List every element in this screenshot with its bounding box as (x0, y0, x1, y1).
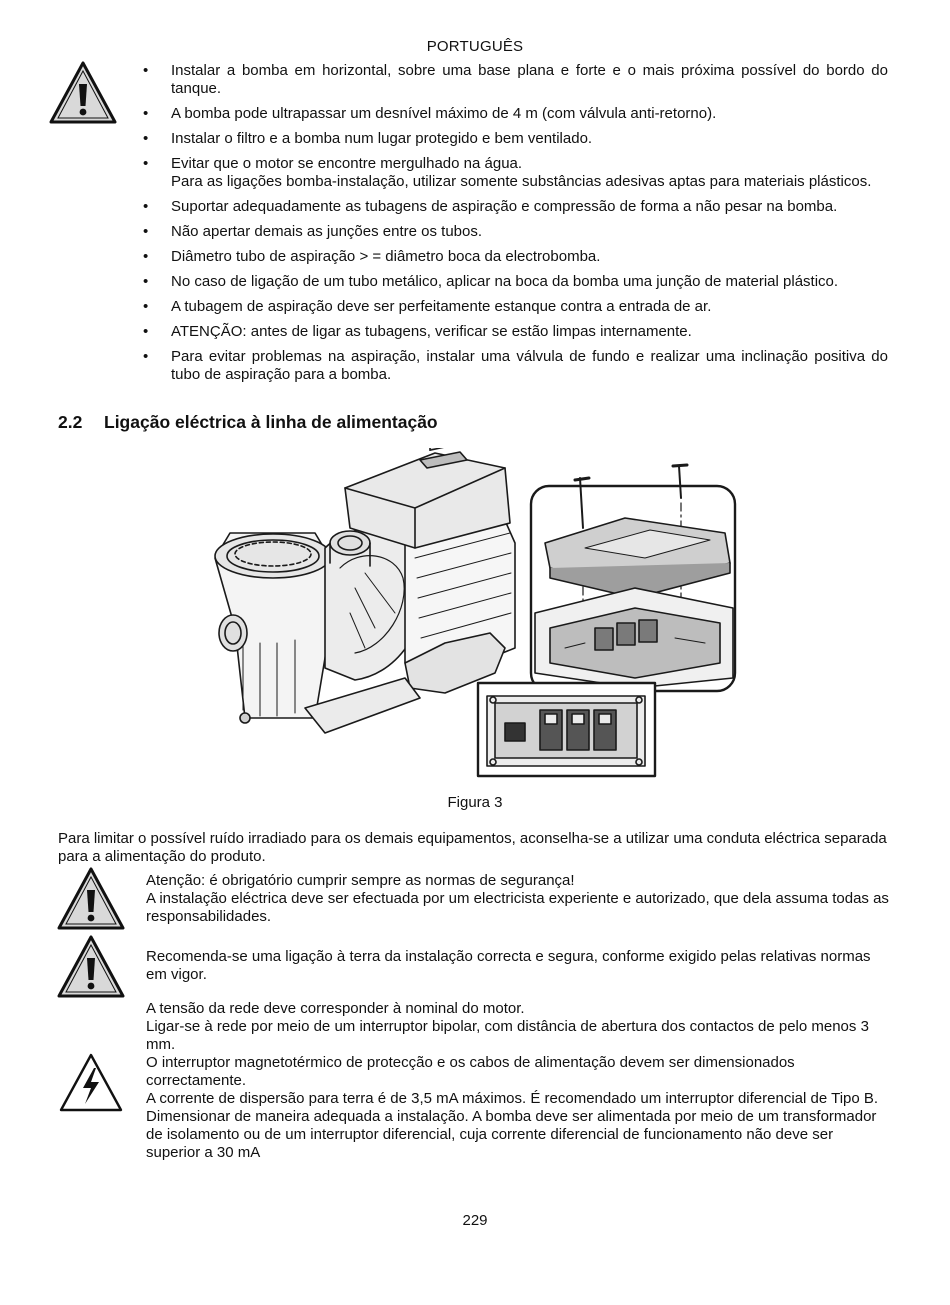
list-item: • Para evitar problemas na aspiração, instalar uma válvula de fundo e realizar uma inclinação positiva do tubo de aspiração para a bomba. (140, 348, 888, 384)
safety-note-2 (146, 948, 891, 984)
warning-icon (56, 866, 126, 932)
list-item: • A bomba pode ultrapassar um desnível máximo de 4 m (com válvula anti-retorno). (140, 105, 888, 123)
list-item: • Instalar a bomba em horizontal, sobre uma base plana e forte e o mais próxima possível do bordo do tanque. (140, 62, 888, 98)
electric-hazard-icon (58, 1052, 124, 1114)
list-item: • Não apertar demais as junções entre os tubos. (140, 223, 888, 241)
list-item: • A tubagem de aspiração deve ser perfeitamente estanque contra a entrada de ar. (140, 298, 888, 316)
pump-illustration (215, 448, 515, 733)
section-heading (58, 412, 438, 433)
list-item: • Diâmetro tubo de aspiração > = diâmetro boca da electrobomba. (140, 248, 888, 266)
list-item: • Instalar o filtro e a bomba num lugar protegido e bem ventilado. (140, 130, 888, 148)
terminal-board-detail (478, 683, 655, 776)
section-number: 2.2 (58, 412, 83, 432)
list-item: • Suportar adequadamente as tubagens de aspiração e compressão de forma a não pesar na bomba. (140, 198, 888, 216)
note-line: Atenção: é obrigatório cumprir sempre as normas de segurança! (146, 872, 575, 889)
intro-paragraph: Para limitar o possível ruído irradiado para os demais equipamentos, aconselha-se a utilizar uma conduta eléctrica separada para a alimentação do produto. (58, 830, 887, 865)
installation-bullet-list (140, 62, 888, 391)
list-item: • Evitar que o motor se encontre mergulhado na água. Para as ligações bomba-instalação, utilizar somente substâncias adesivas aptas para materiais plásticos. (140, 155, 888, 191)
note-line: Ligar-se à rede por meio de um interruptor bipolar, com distância de abertura dos contactos de pelo menos 3 mm. (146, 1018, 869, 1053)
warning-icon (48, 60, 118, 126)
terminal-cover-detail (531, 465, 735, 691)
note-line: A corrente de dispersão para terra é de 3,5 mA máximos. É recomendado um interruptor diferencial de Tipo B. Dimensionar de maneira adequada a instalação. A bomba deve ser alimentada por meio de um transformador de isolamento ou de um interruptor diferencial, cuja corrente diferencial de funcionamento não deve ser superior a 30 mA (146, 1090, 879, 1161)
note-line: A instalação eléctrica deve ser efectuada por um electricista experiente e autorizado, que dela assuma todas as responsabilidades. (146, 890, 889, 925)
page-header: PORTUGUÊS (426, 38, 524, 55)
note-line: Recomenda-se uma ligação à terra da instalação correcta e segura, conforme exigido pelas relativas normas em vigor. (146, 948, 871, 983)
safety-note-1 (146, 872, 891, 926)
page-number: 229 (462, 1212, 488, 1229)
section-title: Ligação eléctrica à linha de alimentação (104, 412, 438, 432)
warning-icon (56, 934, 126, 1000)
pump-wiring-figure (205, 448, 750, 778)
safety-note-3 (146, 1000, 891, 1162)
note-line: O interruptor magnetotérmico de protecção e os cabos de alimentação devem ser dimensionados correctamente. (146, 1054, 795, 1089)
list-item: • ATENÇÃO: antes de ligar as tubagens, verificar se estão limpas internamente. (140, 323, 888, 341)
figure-caption: Figura 3 (447, 794, 503, 811)
list-item: • No caso de ligação de um tubo metálico, aplicar na boca da bomba uma junção de material plástico. (140, 273, 888, 291)
note-line: A tensão da rede deve corresponder à nominal do motor. (146, 1000, 525, 1017)
